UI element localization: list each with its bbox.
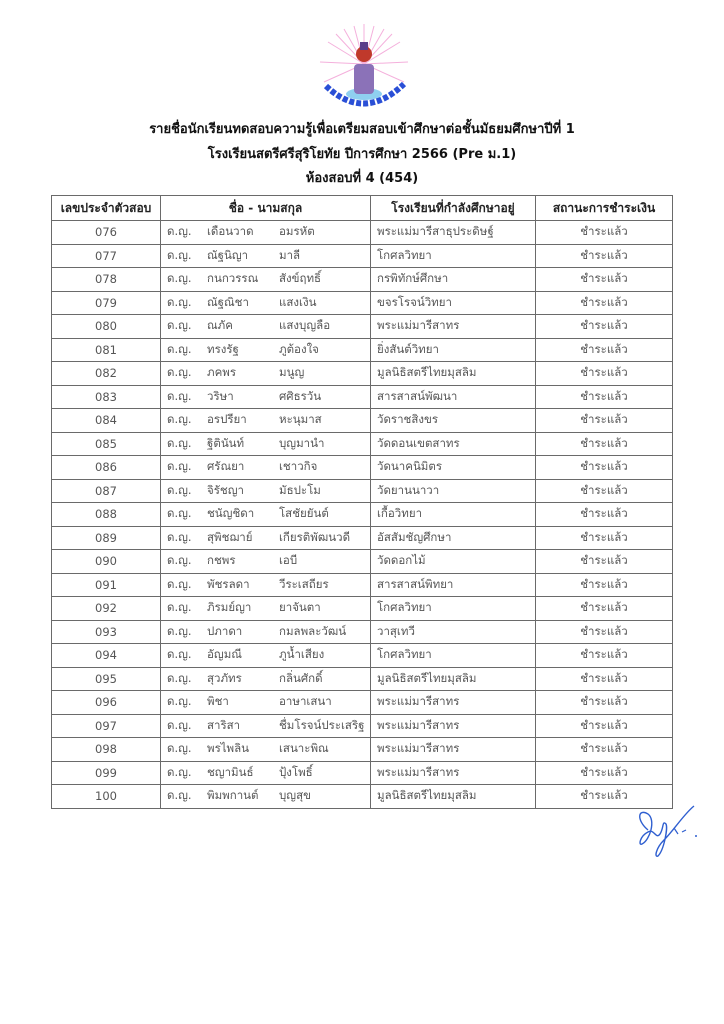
payment-status-cell: ชำระแล้ว [536, 268, 673, 292]
table-row [52, 714, 673, 738]
payment-status-cell: ชำระแล้ว [536, 526, 673, 550]
exam-id-cell: 090 [52, 550, 161, 574]
payment-status-cell: ชำระแล้ว [536, 409, 673, 433]
name-prefix: ด.ญ. [167, 459, 192, 474]
exam-id-cell: 099 [52, 761, 161, 785]
last-name: แสงบุญลือ [279, 318, 331, 333]
first-name: พิมพกานต์ [207, 788, 259, 803]
table-row [52, 338, 673, 362]
table-row [52, 620, 673, 644]
document-subtitle: โรงเรียนสตรีศรีสุริโยทัย ปีการศึกษา 2566 (Pre ม.1) [207, 147, 517, 162]
first-name: พิชา [207, 694, 229, 709]
payment-status-cell: ชำระแล้ว [536, 644, 673, 668]
name-prefix: ด.ญ. [167, 647, 192, 662]
name-prefix: ด.ญ. [167, 670, 192, 685]
table-row [52, 503, 673, 527]
first-name: จิรัชญา [207, 482, 244, 497]
name-prefix: ด.ญ. [167, 247, 192, 262]
table-row [52, 526, 673, 550]
current-school-cell: มูลนิธิสตรีไทยมุสลิม [371, 667, 536, 691]
first-name: ฐิตินันท์ [207, 435, 245, 450]
first-name: ภคพร [207, 365, 237, 380]
student-name-cell [161, 526, 371, 550]
last-name: ภูต้องใจ [279, 341, 319, 356]
name-prefix: ด.ญ. [167, 318, 192, 333]
current-school-cell: โกศลวิทยา [371, 597, 536, 621]
last-name: มาลี [279, 247, 301, 262]
exam-id-cell: 084 [52, 409, 161, 433]
payment-status-cell: ชำระแล้ว [536, 338, 673, 362]
payment-status-cell: ชำระแล้ว [536, 550, 673, 574]
first-name: ทรงรัฐ [207, 341, 239, 356]
payment-status-cell: ชำระแล้ว [536, 503, 673, 527]
student-name-cell [161, 291, 371, 315]
name-prefix: ด.ญ. [167, 529, 192, 544]
payment-status-cell: ชำระแล้ว [536, 738, 673, 762]
table-header-row [52, 196, 673, 221]
name-prefix: ด.ญ. [167, 717, 192, 732]
last-name: กลิ่นศักดิ์ [279, 670, 323, 685]
student-name-cell [161, 221, 371, 245]
current-school-cell: มูลนิธิสตรีไทยมุสลิม [371, 362, 536, 386]
first-name: พรไพลิน [207, 741, 250, 756]
student-roster-table [51, 195, 673, 809]
payment-status-cell: ชำระแล้ว [536, 785, 673, 809]
name-prefix: ด.ญ. [167, 341, 192, 356]
current-school-cell: พระแม่มารีสาทร [371, 315, 536, 339]
name-prefix: ด.ญ. [167, 412, 192, 427]
last-name: ภูน้ำเสียง [279, 647, 325, 662]
first-name: อัญมณี [207, 647, 242, 662]
current-school-cell: วัดยานนาวา [371, 479, 536, 503]
table-row [52, 409, 673, 433]
exam-id-cell: 078 [52, 268, 161, 292]
last-name: บุญมานำ [279, 435, 325, 450]
first-name: สุวภัทร [207, 670, 242, 685]
exam-id-cell: 096 [52, 691, 161, 715]
student-name-cell [161, 315, 371, 339]
student-name-cell [161, 761, 371, 785]
current-school-cell: วัดราชสิงขร [371, 409, 536, 433]
last-name: สังข์ฤทธิ์ [279, 271, 322, 286]
student-name-cell [161, 550, 371, 574]
exam-id-cell: 089 [52, 526, 161, 550]
student-name-cell [161, 503, 371, 527]
school-emblem-icon [312, 24, 416, 120]
last-name: ศศิธรวัน [279, 388, 322, 403]
payment-status-cell: ชำระแล้ว [536, 244, 673, 268]
name-prefix: ด.ญ. [167, 294, 192, 309]
student-name-cell [161, 738, 371, 762]
last-name: วีระเสถียร [279, 576, 329, 591]
table-row [52, 667, 673, 691]
table-row [52, 221, 673, 245]
exam-id-cell: 092 [52, 597, 161, 621]
payment-status-cell: ชำระแล้ว [536, 714, 673, 738]
column-header-school: โรงเรียนที่กำลังศึกษาอยู่ [371, 196, 536, 221]
exam-id-cell: 087 [52, 479, 161, 503]
column-header-exam-id: เลขประจำตัวสอบ [52, 196, 161, 221]
current-school-cell: โกศลวิทยา [371, 244, 536, 268]
name-prefix: ด.ญ. [167, 271, 192, 286]
payment-status-cell: ชำระแล้ว [536, 385, 673, 409]
exam-id-cell: 091 [52, 573, 161, 597]
table-row [52, 550, 673, 574]
name-prefix: ด.ญ. [167, 482, 192, 497]
table-row [52, 785, 673, 809]
student-name-cell [161, 573, 371, 597]
first-name: ณภัค [207, 318, 233, 333]
last-name: ปุ้งโพธิ์ [279, 764, 313, 779]
table-row [52, 385, 673, 409]
table-row [52, 268, 673, 292]
last-name: กมลพละวัฒน์ [279, 623, 347, 638]
current-school-cell: อัสสัมชัญศึกษา [371, 526, 536, 550]
table-row [52, 479, 673, 503]
first-name: สาริสา [207, 717, 241, 732]
student-name-cell [161, 785, 371, 809]
first-name: ณัฐนิญา [207, 247, 249, 262]
first-name: ภิรมย์ญา [207, 600, 252, 615]
last-name: โสชัยยันต์ [279, 506, 329, 521]
last-name: เกียรติพัฒนวดี [279, 529, 351, 544]
first-name: ชนัญชิดา [207, 506, 255, 521]
last-name: ชื่มโรจน์ประเสริฐ [279, 717, 365, 732]
payment-status-cell: ชำระแล้ว [536, 691, 673, 715]
first-name: เดือนวาด [207, 224, 254, 239]
current-school-cell: ยิ่งสันต์วิทยา [371, 338, 536, 362]
current-school-cell: เกื้อวิทยา [371, 503, 536, 527]
first-name: ณัฐณิชา [207, 294, 249, 309]
current-school-cell: สารสาสน์พิทยา [371, 573, 536, 597]
exam-id-cell: 094 [52, 644, 161, 668]
exam-id-cell: 098 [52, 738, 161, 762]
first-name: อรปรียา [207, 412, 247, 427]
last-name: มัธปะโม [279, 482, 321, 497]
table-row [52, 738, 673, 762]
name-prefix: ด.ญ. [167, 224, 192, 239]
payment-status-cell: ชำระแล้ว [536, 291, 673, 315]
first-name: วริษา [207, 388, 234, 403]
name-prefix: ด.ญ. [167, 365, 192, 380]
current-school-cell: พระแม่มารีสาทร [371, 738, 536, 762]
payment-status-cell: ชำระแล้ว [536, 456, 673, 480]
student-name-cell [161, 432, 371, 456]
current-school-cell: พระแม่มารีสาทร [371, 714, 536, 738]
column-header-name: ชื่อ - นามสกุล [161, 196, 371, 221]
payment-status-cell: ชำระแล้ว [536, 362, 673, 386]
payment-status-cell: ชำระแล้ว [536, 597, 673, 621]
table-row [52, 291, 673, 315]
exam-id-cell: 081 [52, 338, 161, 362]
current-school-cell: สารสาสน์พัฒนา [371, 385, 536, 409]
payment-status-cell: ชำระแล้ว [536, 573, 673, 597]
name-prefix: ด.ญ. [167, 576, 192, 591]
exam-id-cell: 080 [52, 315, 161, 339]
document-title: รายชื่อนักเรียนทดสอบความรู้เพื่อเตรียมสอบเข้าศึกษาต่อชั้นมัธยมศึกษาปีที่ 1 [149, 122, 575, 137]
handwritten-signature-icon [634, 800, 704, 860]
last-name: เชาวกิจ [279, 459, 318, 474]
student-name-cell [161, 268, 371, 292]
exam-id-cell: 088 [52, 503, 161, 527]
exam-id-cell: 079 [52, 291, 161, 315]
table-row [52, 597, 673, 621]
table-row [52, 573, 673, 597]
current-school-cell: วัดดอกไม้ [371, 550, 536, 574]
first-name: กนกวรรณ [207, 271, 259, 286]
first-name: ปภาดา [207, 623, 243, 638]
table-row [52, 691, 673, 715]
exam-room-label: ห้องสอบที่ 4 (454) [305, 171, 419, 186]
current-school-cell: วัดนาคนิมิตร [371, 456, 536, 480]
student-name-cell [161, 644, 371, 668]
current-school-cell: พระแม่มารีสาธุประดิษฐ์ [371, 221, 536, 245]
name-prefix: ด.ญ. [167, 388, 192, 403]
exam-id-cell: 093 [52, 620, 161, 644]
current-school-cell: พระแม่มารีสาทร [371, 691, 536, 715]
exam-id-cell: 100 [52, 785, 161, 809]
last-name: หะนุมาส [279, 412, 322, 427]
student-name-cell [161, 691, 371, 715]
current-school-cell: มูลนิธิสตรีไทยมุสลิม [371, 785, 536, 809]
payment-status-cell: ชำระแล้ว [536, 315, 673, 339]
student-name-cell [161, 244, 371, 268]
exam-id-cell: 085 [52, 432, 161, 456]
current-school-cell: ขจรโรจน์วิทยา [371, 291, 536, 315]
payment-status-cell: ชำระแล้ว [536, 667, 673, 691]
exam-id-cell: 095 [52, 667, 161, 691]
payment-status-cell: ชำระแล้ว [536, 761, 673, 785]
last-name: อาษาเสนา [279, 694, 332, 709]
current-school-cell: พระแม่มารีสาทร [371, 761, 536, 785]
first-name: ชญามินธ์ [207, 764, 254, 779]
first-name: ศรัณยา [207, 459, 245, 474]
student-name-cell [161, 597, 371, 621]
student-name-cell [161, 479, 371, 503]
column-header-payment-status: สถานะการชำระเงิน [536, 196, 673, 221]
table-row [52, 315, 673, 339]
exam-id-cell: 076 [52, 221, 161, 245]
student-name-cell [161, 362, 371, 386]
first-name: พัชรลดา [207, 576, 250, 591]
name-prefix: ด.ญ. [167, 741, 192, 756]
table-row [52, 362, 673, 386]
student-name-cell [161, 338, 371, 362]
student-name-cell [161, 667, 371, 691]
exam-id-cell: 086 [52, 456, 161, 480]
name-prefix: ด.ญ. [167, 435, 192, 450]
last-name: เสนาะพิณ [279, 741, 329, 756]
name-prefix: ด.ญ. [167, 600, 192, 615]
name-prefix: ด.ญ. [167, 764, 192, 779]
last-name: บุญสุข [279, 788, 311, 803]
student-name-cell [161, 620, 371, 644]
current-school-cell: วาสุเทวี [371, 620, 536, 644]
exam-id-cell: 077 [52, 244, 161, 268]
payment-status-cell: ชำระแล้ว [536, 221, 673, 245]
exam-id-cell: 097 [52, 714, 161, 738]
name-prefix: ด.ญ. [167, 623, 192, 638]
exam-id-cell: 082 [52, 362, 161, 386]
student-name-cell [161, 409, 371, 433]
last-name: แสงเงิน [279, 294, 317, 309]
current-school-cell: กรพิทักษ์ศึกษา [371, 268, 536, 292]
name-prefix: ด.ญ. [167, 553, 192, 568]
exam-id-cell: 083 [52, 385, 161, 409]
current-school-cell: โกศลวิทยา [371, 644, 536, 668]
table-row [52, 761, 673, 785]
last-name: มนูญ [279, 365, 305, 380]
first-name: สุพิชฌาย์ [207, 529, 253, 544]
payment-status-cell: ชำระแล้ว [536, 620, 673, 644]
name-prefix: ด.ญ. [167, 694, 192, 709]
student-name-cell [161, 456, 371, 480]
last-name: เอบี [279, 553, 298, 568]
last-name: ยาจันตา [279, 600, 321, 615]
student-name-cell [161, 385, 371, 409]
student-name-cell [161, 714, 371, 738]
current-school-cell: วัดดอนเขตสาทร [371, 432, 536, 456]
name-prefix: ด.ญ. [167, 788, 192, 803]
table-row [52, 244, 673, 268]
name-prefix: ด.ญ. [167, 506, 192, 521]
first-name: กชพร [207, 553, 236, 568]
table-row [52, 644, 673, 668]
payment-status-cell: ชำระแล้ว [536, 479, 673, 503]
last-name: อมรหัต [279, 224, 315, 239]
table-row [52, 432, 673, 456]
payment-status-cell: ชำระแล้ว [536, 432, 673, 456]
table-row [52, 456, 673, 480]
